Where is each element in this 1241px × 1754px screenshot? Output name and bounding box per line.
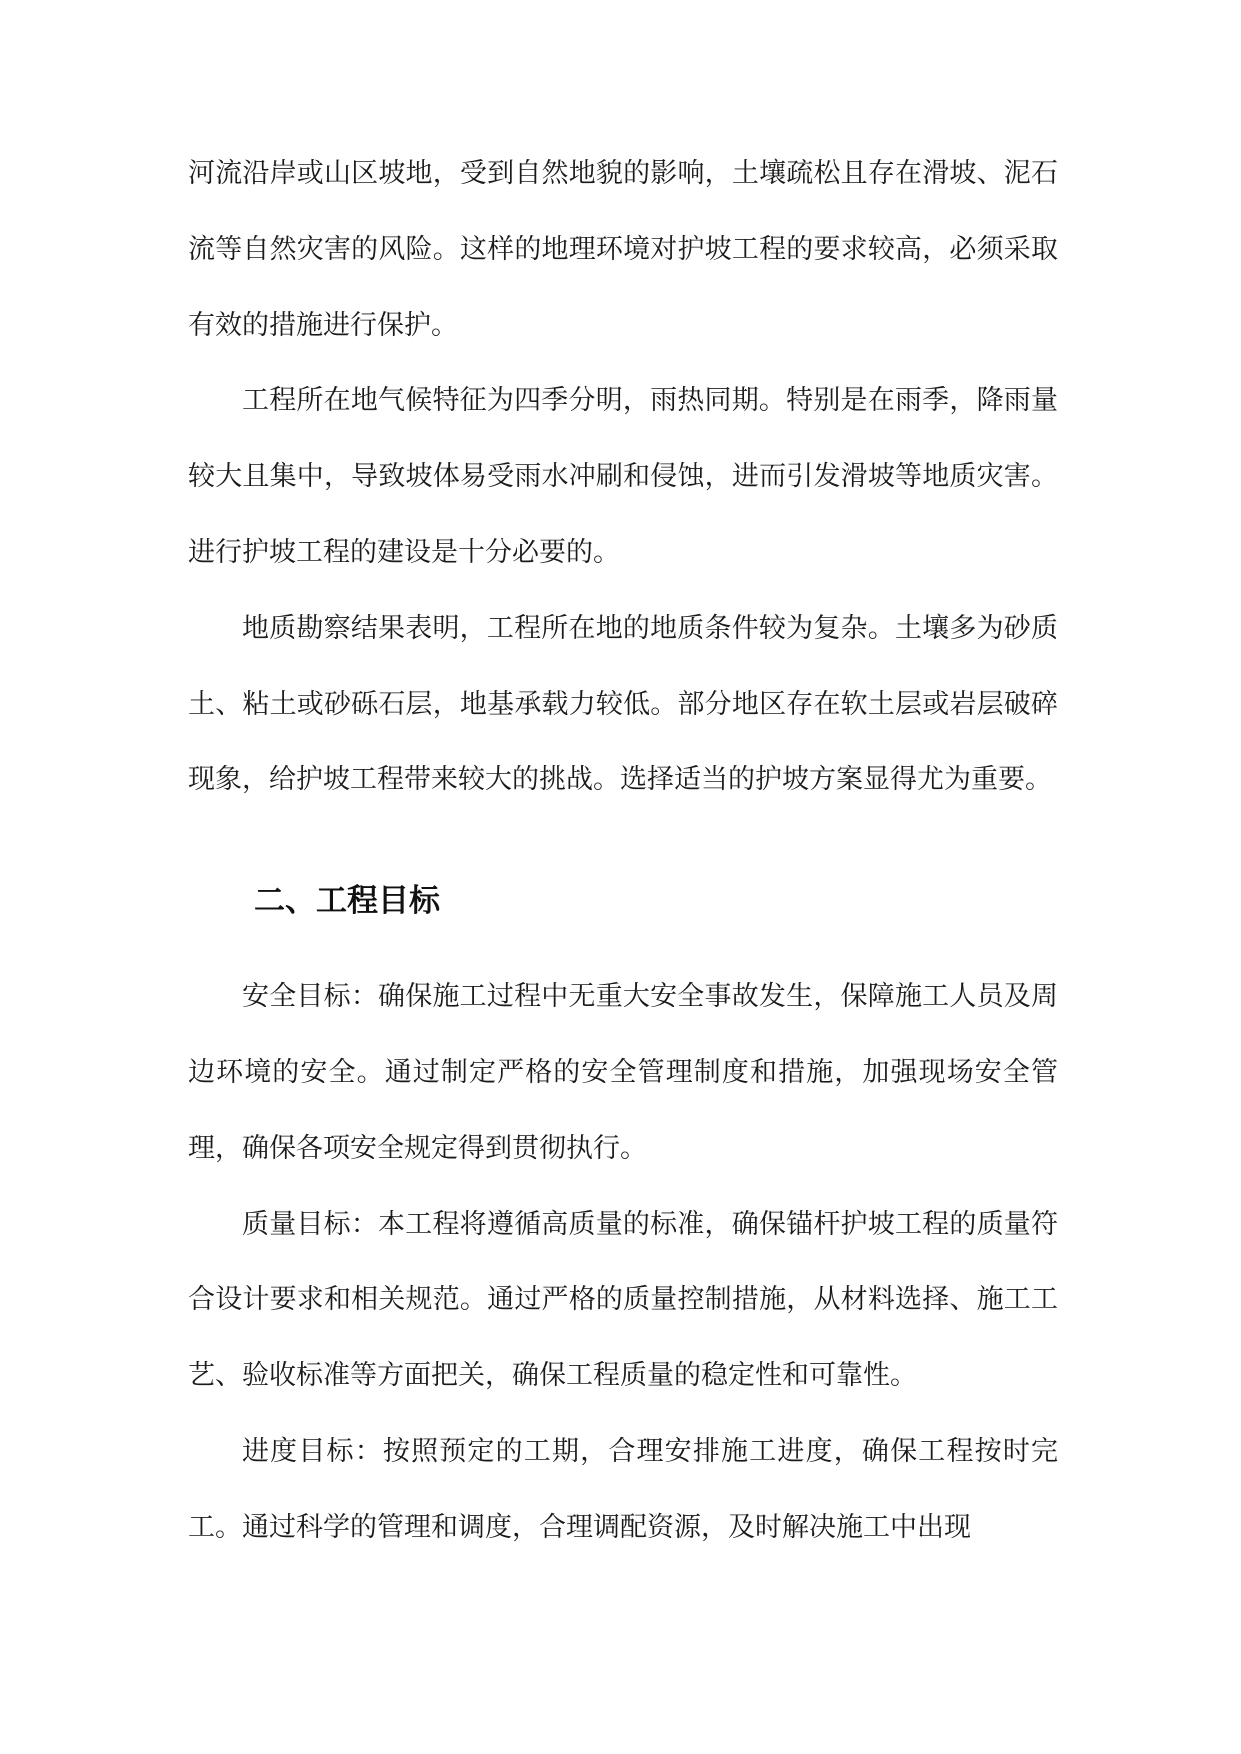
paragraph-safety-goal: 安全目标：确保施工过程中无重大安全事故发生，保障施工人员及周边环境的安全。通过制定严格的安全管理制度和措施，加强现场安全管理，确保各项安全规定得到贯彻执行。 [188, 981, 1058, 1164]
paragraph-climate: 工程所在地气候特征为四季分明，雨热同期。特别是在雨季，降雨量较大且集中，导致坡体易受雨水冲刷和侵蚀，进而引发滑坡等地质灾害。进行护坡工程的建设是十分必要的。 [188, 385, 1058, 568]
paragraph-continuation: 河流沿岸或山区坡地，受到自然地貌的影响，土壤疏松且存在滑坡、泥石流等自然灾害的风险。这样的地理环境对护坡工程的要求较高，必须采取有效的措施进行保护。 [188, 158, 1058, 341]
paragraph-quality-goal: 质量目标：本工程将遵循高质量的标准，确保锚杆护坡工程的质量符合设计要求和相关规范。通过严格的质量控制措施，从材料选择、施工工艺、验收标准等方面把关，确保工程质量的稳定性和可靠性。 [188, 1208, 1058, 1392]
document-body [188, 136, 1058, 1566]
paragraph-schedule-goal: 进度目标：按照预定的工期，合理安排施工进度，确保工程按时完工。通过科学的管理和调度，合理调配资源，及时解决施工中出现 [188, 1435, 1058, 1543]
section-heading-goals: 二、工程目标 [254, 883, 440, 920]
paragraph-geology: 地质勘察结果表明，工程所在地的地质条件较为复杂。土壤多为砂质土、粘土或砂砾石层，地基承载力较低。部分地区存在软土层或岩层破碎现象，给护坡工程带来较大的挑战。选择适当的护坡方案显得尤为重要。 [188, 612, 1058, 796]
